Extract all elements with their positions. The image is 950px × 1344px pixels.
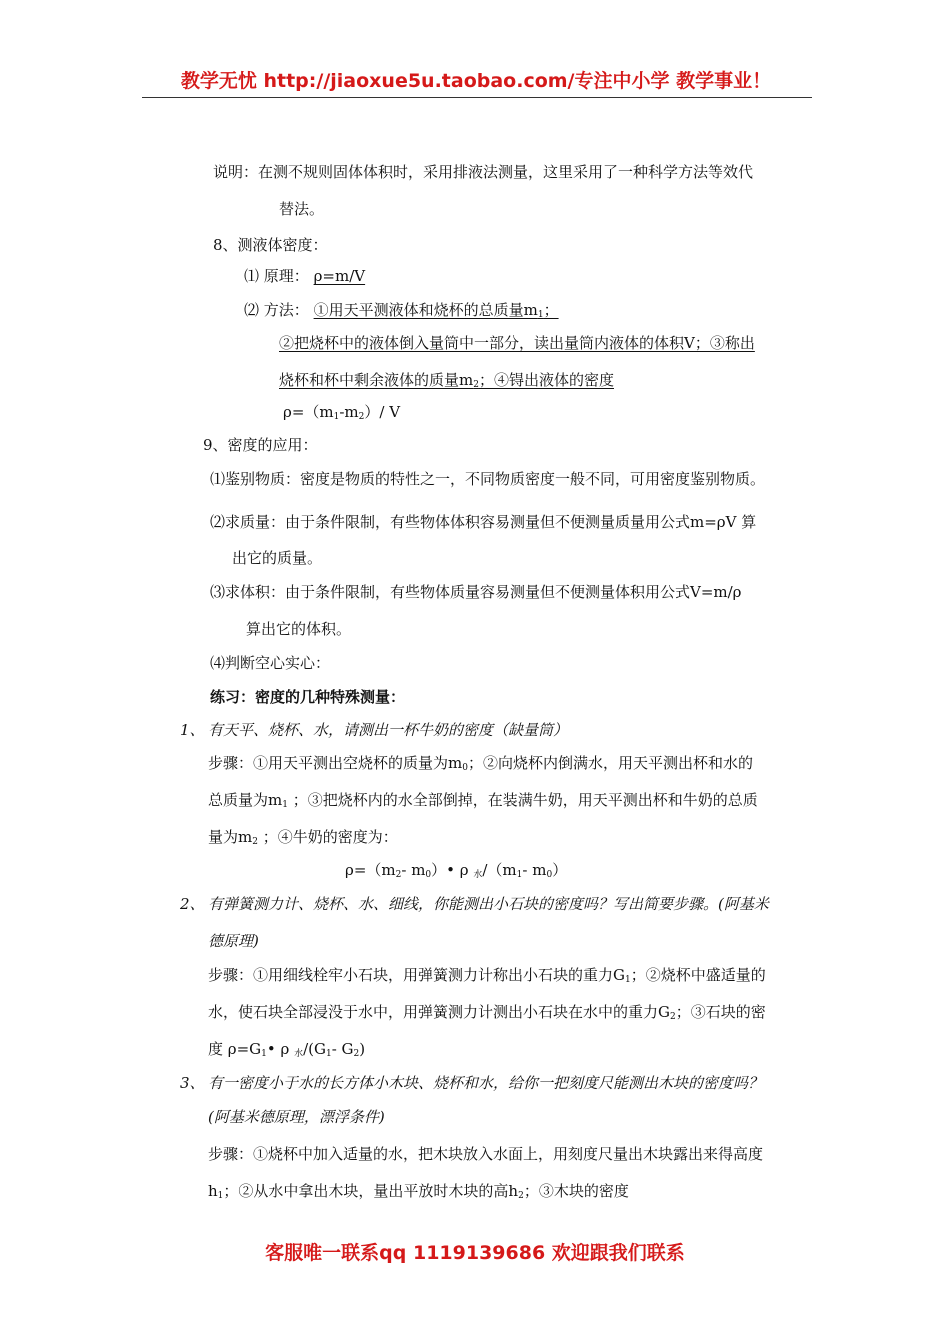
note-line-1: 说明：在测不规则固体体积时，采用排液法测量，这里采用了一种科学方法等效代 [213,163,754,181]
sec8-p1-num: ⑴ [244,267,260,285]
ex3-question-line-1: 有一密度小于水的长方体小木块、烧杯和水，给你一把刻度尺能测出木块的密度吗？ [208,1074,764,1092]
ex1-question: 有天平、烧杯、水，请测出一杯牛奶的密度（缺量筒） [208,721,569,739]
ex1-number: 1、 [180,721,205,739]
sec8-method-step3: 烧杯和杯中剩余液体的质量$m_2$；④锝出液体的密度 [279,371,614,390]
sec8-formula: $\rho=(m_1-m_2)/$ V [283,403,401,422]
ex3-step-line-2: $h_1$；②从水中拿出木块，量出平放时木块的高$h_2$；③木块的密度 [208,1182,629,1201]
sec8-p1-label: 原理： [263,267,309,285]
ex3-question-line-2: (阿基米德原理，漂浮条件) [208,1108,385,1126]
header-banner: 教学无忧 http://jiaoxue5u.taobao.com/专注中小学 教学事业！ [180,70,772,92]
sec9-item-2-line-1: ⑵求质量：由于条件限制，有些物体体积容易测量但不便测量质量用公式m=ρV 算 [210,513,757,531]
sec8-p2-num: ⑵ [244,301,260,319]
sec8-method [244,300,559,325]
ex2-question-line-2: 德原理) [208,932,259,950]
ex3-step-line-1: 步骤：①烧杯中加入适量的水，把木块放入水面上，用刻度尺量出木块露出来得高度 [208,1145,764,1163]
ex1-step-line-1: 步骤：①用天平测出空烧杯的质量为$m_0$；②向烧杯内倒满水，用天平测出杯和水的 [208,754,753,773]
section-9-title: 9、密度的应用： [203,436,318,454]
sec9-item-3-line-2: 算出它的体积。 [246,620,352,638]
sec9-item-1: ⑴鉴别物质：密度是物质的特性之一，不同物质密度一般不同，可用密度鉴别物质。 [210,470,766,488]
sec9-item-4: ⑷判断空心实心： [210,654,331,672]
sec8-method-step2: ②把烧杯中的液体倒入量筒中一部分，读出量筒内液体的体积V；③称出 [279,334,755,352]
ex1-step-line-3: 量为$m_2$ ；④牛奶的密度为： [208,828,398,847]
ex2-number: 2、 [180,895,205,913]
sec8-p2-label: 方法： [263,301,309,319]
footer-contact: 客服唯一联系qq 1119139686 欢迎跟我们联系 [265,1242,685,1264]
sec9-item-2-line-2: 出它的质量。 [232,549,323,567]
ex2-step-line-3: 度 $\rho=G_1•$ ρ $_水/(G_1-$ $G_2$) [208,1040,366,1059]
section-8-title: 8、测液体密度： [213,236,328,254]
sec8-p1-formula: ρ=m/V [313,267,366,285]
header-divider [142,97,812,98]
sec9-item-3-line-1: ⑶求体积：由于条件限制，有些物体质量容易测量但不便测量体积用公式V=m/ρ [210,583,742,601]
ex2-question-line-1: 有弹簧测力计、烧杯、水、细线，你能测出小石块的密度吗？写出简要步骤。(阿基米 [208,895,769,913]
ex3-number: 3、 [180,1074,205,1092]
ex2-step-line-1: 步骤：①用细线栓牢小石块，用弹簧测力计称出小石块的重力$G_1$；②烧杯中盛适量的 [208,966,766,985]
sec8-method-step1: ①用天平测液体和烧杯的总质量$m_1$； [313,301,559,320]
note-line-2: 替法。 [279,200,325,218]
sec8-principle [244,266,365,286]
ex1-formula: $\rho=(m_2-$ $m_0)•$ ρ $_水/(m_1-$ $m_0$） [345,861,568,880]
exercise-title: 练习：密度的几种特殊测量： [210,688,406,706]
ex1-step-line-2: 总质量为$m_1$ ；③把烧杯内的水全部倒掉，在装满牛奶，用天平测出杯和牛奶的总质 [208,791,758,810]
ex2-step-line-2: 水，使石块全部浸没于水中，用弹簧测力计测出小石块在水中的重力$G_2$；③石块的密 [208,1003,766,1022]
